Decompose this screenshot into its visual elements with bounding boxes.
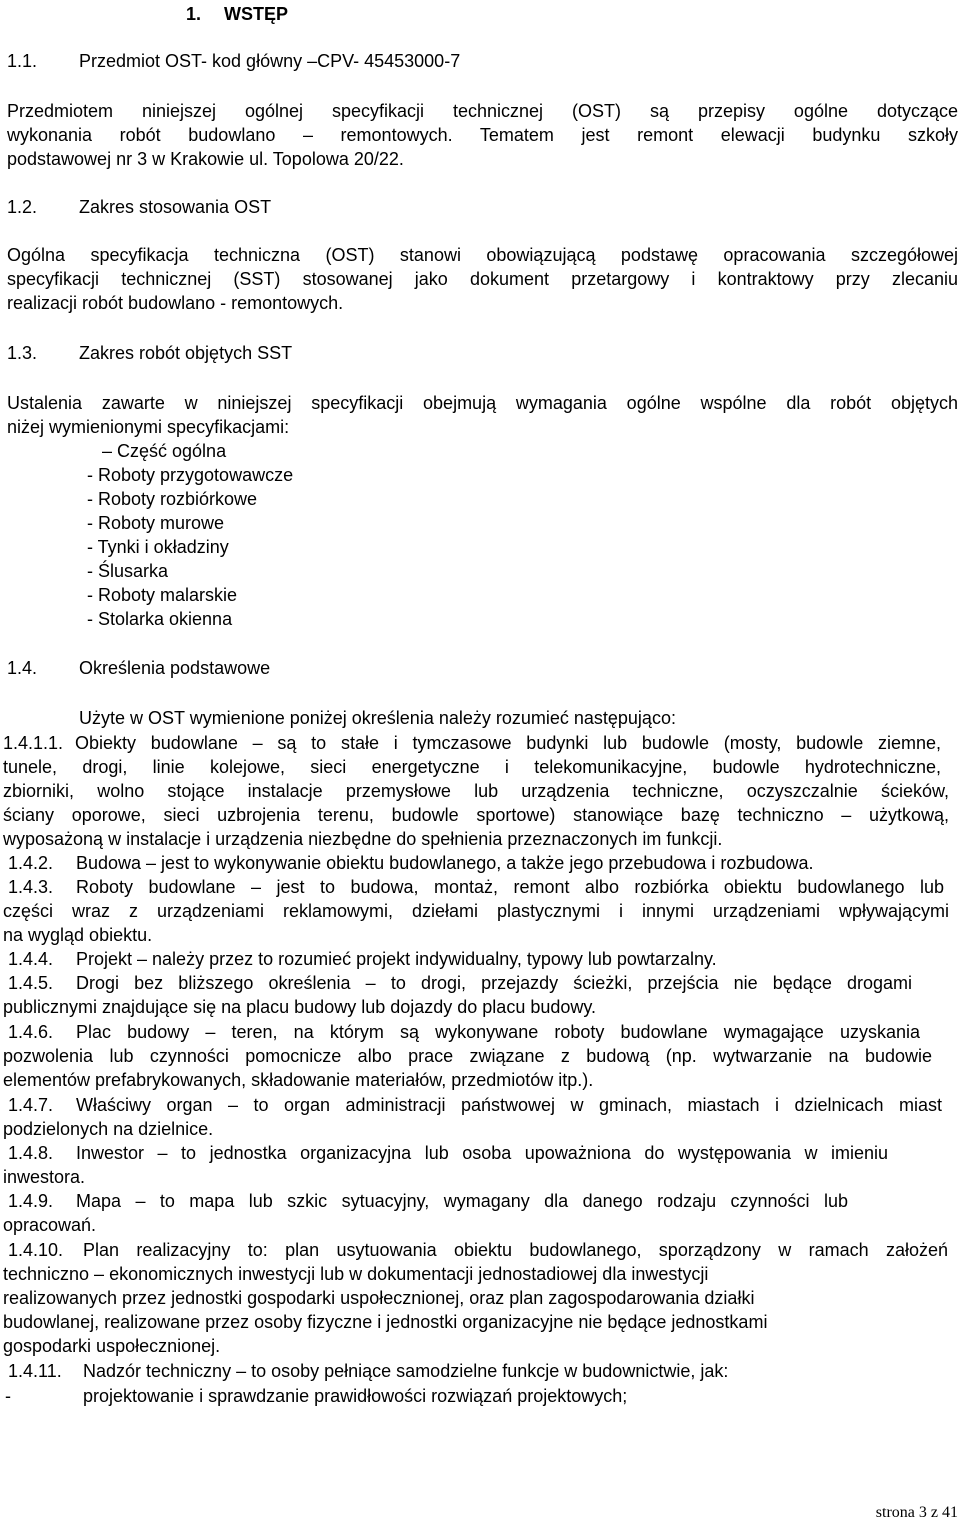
definition-line: Projekt – należy przez to rozumieć projekt indywidualny, typowy lub powtarzalny. bbox=[76, 949, 717, 969]
definition-number: 1.4.3. bbox=[8, 877, 54, 897]
section-1-3-title: Zakres robót objętych SST bbox=[79, 343, 293, 363]
definition-line: elementów prefabrykowanych, składowanie materiałów, przedmiotów itp.). bbox=[3, 1070, 594, 1090]
heading-title: WSTĘP bbox=[224, 4, 289, 24]
list-item: - Stolarka okienna bbox=[87, 609, 233, 629]
section-1-4-number: 1.4. bbox=[7, 658, 38, 678]
list-item: - Tynki i okładziny bbox=[87, 537, 229, 557]
definition-number: 1.4.11. bbox=[8, 1361, 62, 1381]
section-1-2-line: Ogólna specyfikacja techniczna (OST) stanowi obowiązującą podstawę opracowania szczegółowej bbox=[7, 245, 958, 265]
definition-line: wyposażoną w instalacje i urządzenia niezbędne do spełnienia przeznaczonych im funkcji. bbox=[3, 829, 723, 849]
definition-line: Plan realizacyjny to: plan usytuowania obiektu budowlanego, sporządzony w ramach założeń bbox=[83, 1240, 948, 1260]
definition-number: 1.4.8. bbox=[8, 1143, 54, 1163]
definition-line: Nadzór techniczny – to osoby pełniące samodzielne funkcje w budownictwie, jak: bbox=[83, 1361, 729, 1381]
section-1-1-line: podstawowej nr 3 w Krakowie ul. Topolowa 20/22. bbox=[7, 149, 404, 169]
definition-line: realizowanych przez jednostki gospodarki uspołecznionej, oraz plan zagospodarowania działki bbox=[3, 1288, 755, 1308]
list-item: - Ślusarka bbox=[87, 561, 169, 581]
list-item: - Roboty rozbiórkowe bbox=[87, 489, 258, 509]
section-1-3-line: Ustalenia zawarte w niniejszej specyfikacji obejmują wymagania ogólne wspólne dla robót objętych bbox=[7, 393, 958, 413]
section-1-2-title: Zakres stosowania OST bbox=[79, 197, 272, 217]
section-1-4-title: Określenia podstawowe bbox=[79, 658, 271, 678]
definition-line: pozwolenia lub czynności pomocnicze albo prace związane z budową (np. wytwarzanie na budowie bbox=[3, 1046, 932, 1066]
definition-line: gospodarki uspołecznionej. bbox=[3, 1336, 221, 1356]
definition-line: na wygląd obiektu. bbox=[3, 925, 153, 945]
definition-number: 1.4.4. bbox=[8, 949, 54, 969]
section-1-4-intro: Użyte w OST wymienione poniżej określenia należy rozumieć następująco: bbox=[79, 708, 676, 728]
definition-line: zbiorniki, wolno stojące instalacje przemysłowe lub urządzenia techniczne, oczyszczalnie ścieków, bbox=[3, 781, 949, 801]
section-1-2-line: realizacji robót budowlano - remontowych. bbox=[7, 293, 344, 313]
definition-line: Obiekty budowlane – są to stałe i tymczasowe budynki lub budowle (mosty, budowle ziemne, bbox=[75, 733, 941, 753]
definition-line: części wraz z urządzeniami reklamowymi, dziełami plastycznymi i innymi urządzeniami wpływającymi bbox=[3, 901, 949, 921]
page-number: strona 3 z 41 bbox=[875, 1504, 958, 1521]
list-item: – Część ogólna bbox=[102, 441, 227, 461]
definition-number: 1.4.9. bbox=[8, 1191, 54, 1211]
definition-line: podzielonych na dzielnice. bbox=[3, 1119, 214, 1139]
list-item: - Roboty murowe bbox=[87, 513, 225, 533]
section-1-1-line: Przedmiotem niniejszej ogólnej specyfikacji technicznej (OST) są przepisy ogólne dotyczące bbox=[7, 101, 958, 121]
definition-line: Budowa – jest to wykonywanie obiektu budowlanego, a także jego przebudowa i rozbudowa. bbox=[76, 853, 814, 873]
definition-line: opracowań. bbox=[3, 1215, 97, 1235]
definition-line: budowlanej, realizowane przez osoby fizyczne i jednostki organizacyjne nie będące jednostkami bbox=[3, 1312, 768, 1332]
definition-line: Drogi bez bliższego określenia – to drogi, przejazdy ścieżki, przejścia nie będące drogami bbox=[76, 973, 912, 993]
definition-number: 1.4.10. bbox=[8, 1240, 64, 1260]
section-1-1-title: Przedmiot OST- kod główny –CPV- 45453000-7 bbox=[79, 51, 461, 71]
definition-line: techniczno – ekonomicznych inwestycji lub w dokumentacji jednostadiowej dla inwestycji bbox=[3, 1264, 709, 1284]
definition-number: 1.4.2. bbox=[8, 853, 54, 873]
definition-number: 1.4.5. bbox=[8, 973, 54, 993]
definition-line: Plac budowy – teren, na którym są wykonywane roboty budowlane wymagające uzyskania bbox=[76, 1022, 920, 1042]
definition-line: tunele, drogi, linie kolejowe, sieci energetyczne i telekomunikacyjne, budowle hydrotechniczne, bbox=[3, 757, 941, 777]
definition-line: Właściwy organ – to organ administracji państwowej w gminach, miastach i dzielnicach miast bbox=[76, 1095, 942, 1115]
bullet-text: projektowanie i sprawdzanie prawidłowości rozwiązań projektowych; bbox=[83, 1386, 628, 1406]
section-1-3-line: niżej wymienionymi specyfikacjami: bbox=[7, 417, 290, 437]
definition-number: 1.4.6. bbox=[8, 1022, 54, 1042]
definition-line: inwestora. bbox=[3, 1167, 86, 1187]
definition-line: Roboty budowlane – jest to budowa, montaż, remont albo rozbiórka obiektu budowlanego lub bbox=[76, 877, 944, 897]
section-1-1-number: 1.1. bbox=[7, 51, 38, 71]
section-1-1-line: wykonania robót budowlano – remontowych. Tematem jest remont elewacji budynku szkoły bbox=[7, 125, 958, 145]
definition-line: Mapa – to mapa lub szkic sytuacyjny, wymagany dla danego rodzaju czynności lub bbox=[76, 1191, 848, 1211]
list-item: - Roboty przygotowawcze bbox=[87, 465, 294, 485]
section-1-2-number: 1.2. bbox=[7, 197, 38, 217]
definition-number: 1.4.1.1. bbox=[3, 733, 64, 753]
definition-line: ściany oporowe, sieci uzbrojenia terenu, budowle sportowe) stanowiące bazę techniczno – użytkową, bbox=[3, 805, 949, 825]
section-1-3-number: 1.3. bbox=[7, 343, 38, 363]
list-item: - Roboty malarskie bbox=[87, 585, 238, 605]
heading-number: 1. bbox=[186, 4, 202, 24]
definition-number: 1.4.7. bbox=[8, 1095, 54, 1115]
definition-line: Inwestor – to jednostka organizacyjna lub osoba upoważniona do występowania w imieniu bbox=[76, 1143, 888, 1163]
definition-line: publicznymi znajdujące się na placu budowy lub dojazdy do placu budowy. bbox=[3, 997, 597, 1017]
section-1-2-line: specyfikacji technicznej (SST) stosowanej jako dokument przetargowy i kontraktowy przy zlecaniu bbox=[7, 269, 958, 289]
bullet-dash: - bbox=[5, 1386, 11, 1406]
